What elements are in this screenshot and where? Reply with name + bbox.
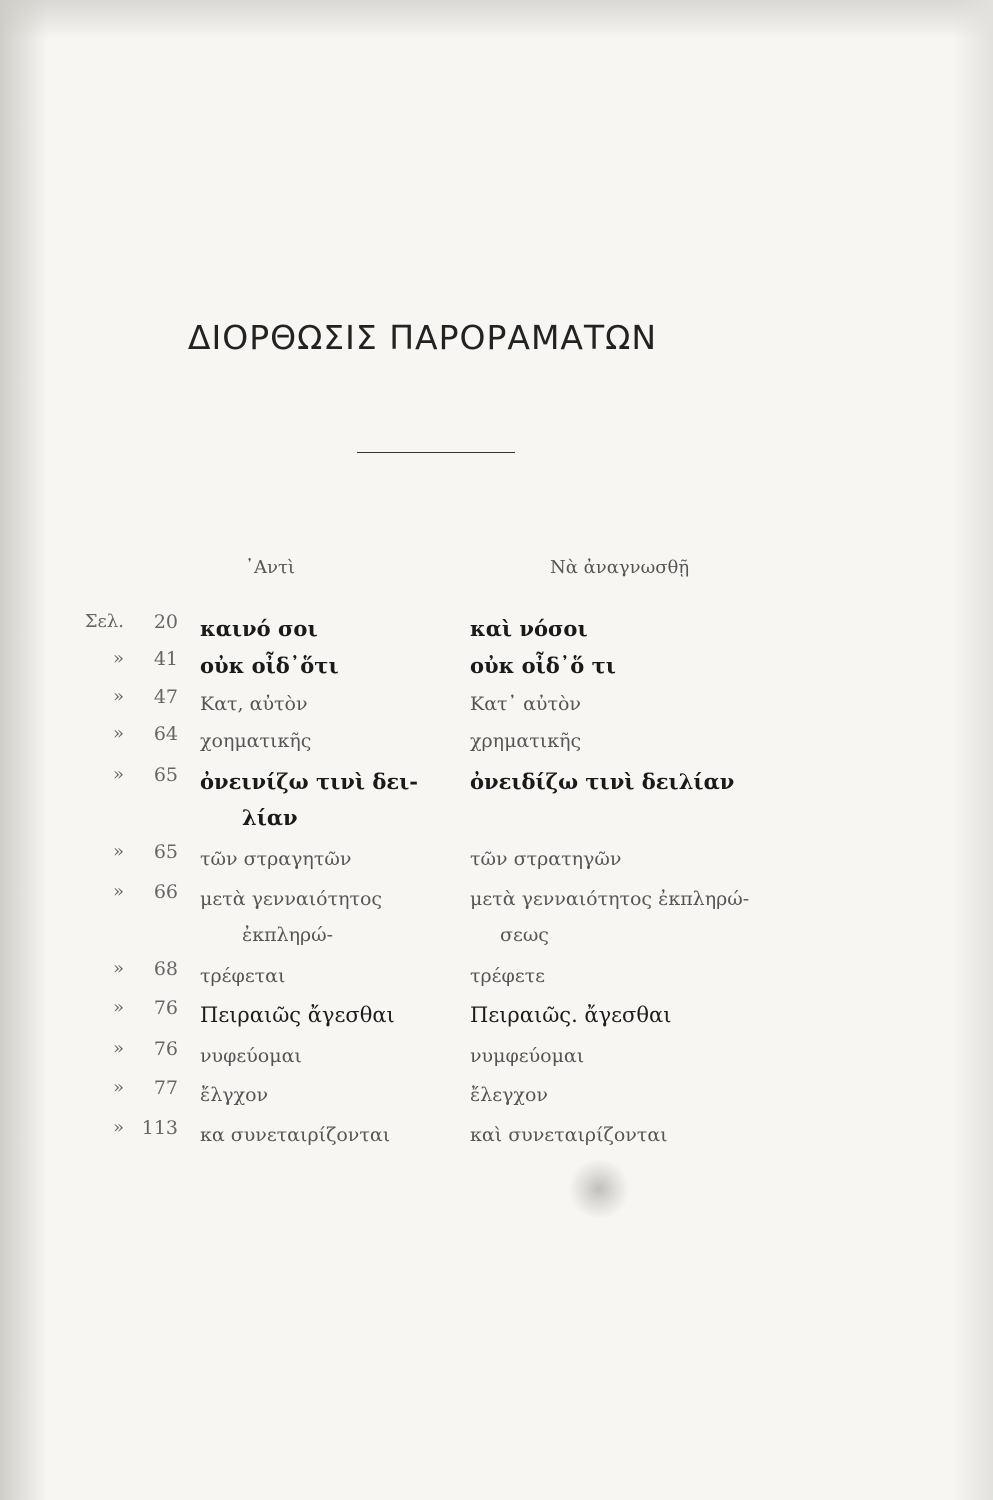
row-wrong: κα συνεταιρίζονται <box>200 1124 391 1146</box>
row-wrong: τρέφεται <box>200 965 286 987</box>
row-page: 41 <box>153 648 178 670</box>
row-page: 66 <box>153 881 178 903</box>
row-correct: νυμφεύομαι <box>470 1045 585 1067</box>
row-wrong: νυφεύομαι <box>200 1045 302 1067</box>
row-correct: χρηματικῆς <box>470 730 582 752</box>
row-correct-line: μετὰ γενναιότητος ἐκπληρώ- <box>470 888 750 910</box>
column-header-read: Νὰ ἀναγνωσθῇ <box>550 557 690 578</box>
row-mark: » <box>112 686 124 707</box>
row-correct-continuation: σεως <box>500 924 549 946</box>
row-mark: » <box>112 881 124 902</box>
row-mark: Σελ. <box>84 611 124 632</box>
row-wrong: καινό σοι <box>200 616 318 641</box>
row-correct: ἔλεγχον <box>470 1084 548 1106</box>
row-mark: » <box>112 723 124 744</box>
row-mark: » <box>112 764 124 785</box>
row-mark: » <box>112 997 124 1018</box>
row-page: 65 <box>153 841 178 863</box>
row-wrong <box>200 881 445 953</box>
page-edge-shadow-top <box>0 0 993 40</box>
row-correct: οὐκ οἶδ᾿ὅ τι <box>470 653 616 678</box>
row-mark: » <box>112 958 124 979</box>
column-header-instead: ᾿Αντὶ <box>245 557 295 578</box>
row-correct: τῶν στρατηγῶν <box>470 848 622 870</box>
title-divider <box>357 452 515 453</box>
row-page: 77 <box>153 1077 178 1099</box>
row-correct <box>470 881 830 953</box>
row-correct: τρέφετε <box>470 965 546 987</box>
row-correct: ὀνειδίζω τινὶ δειλίαν <box>470 769 735 794</box>
row-page: 76 <box>153 1038 178 1060</box>
row-wrong <box>200 764 445 836</box>
row-mark: » <box>112 841 124 862</box>
row-page: 76 <box>153 997 178 1019</box>
row-wrong: τῶν στραγητῶν <box>200 848 352 870</box>
row-page: 68 <box>153 958 178 980</box>
row-page: 20 <box>153 611 178 633</box>
page-edge-shadow-left <box>0 0 48 1500</box>
row-wrong: οὐκ οἶδ᾿ὅτι <box>200 653 339 678</box>
row-mark: » <box>112 648 124 669</box>
row-correct: καὶ συνεταιρίζονται <box>470 1124 668 1146</box>
ink-smudge <box>568 1160 630 1218</box>
row-wrong-continuation: ἐκπληρώ- <box>242 924 334 946</box>
row-wrong-line: μετὰ γενναιότητος <box>200 888 383 910</box>
row-wrong: χοηματικῆς <box>200 730 312 752</box>
row-page: 113 <box>141 1117 178 1139</box>
row-wrong-continuation: λίαν <box>242 805 298 830</box>
row-wrong: Κατ, αὐτὸν <box>200 693 308 715</box>
row-mark: » <box>112 1117 124 1138</box>
row-page: 64 <box>153 723 178 745</box>
page-title: ΔΙΟΡΘΩΣΙΣ ΠΑΡΟΡΑΜΑΤΩΝ <box>187 318 658 357</box>
row-wrong: ἔλγχον <box>200 1084 269 1106</box>
row-wrong-line: ὀνεινίζω τινὶ δει- <box>200 769 418 794</box>
page-edge-shadow-right <box>953 0 993 1500</box>
row-wrong: Πειραιῶς ἄγεσθαι <box>200 1003 395 1027</box>
row-mark: » <box>112 1038 124 1059</box>
row-page: 65 <box>153 764 178 786</box>
row-correct: Κατ᾿ αὐτὸν <box>470 693 581 715</box>
row-correct: καὶ νόσοι <box>470 616 588 641</box>
row-correct: Πειραιῶς. ἄγεσθαι <box>470 1003 672 1027</box>
row-page: 47 <box>153 686 178 708</box>
row-mark: » <box>112 1077 124 1098</box>
